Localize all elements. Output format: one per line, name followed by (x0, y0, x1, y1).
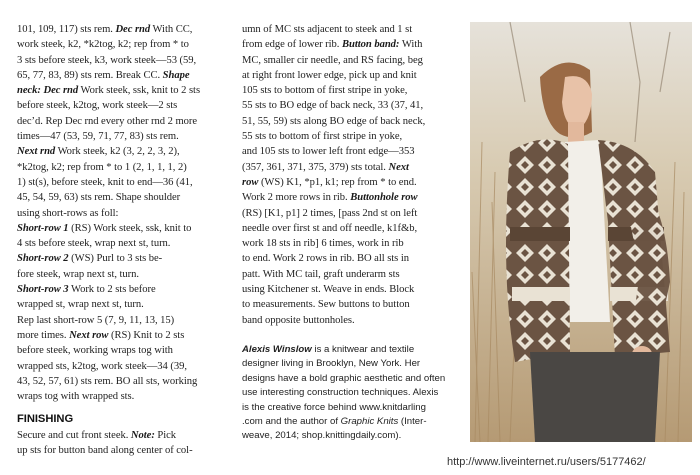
text-line (17, 297, 230, 312)
text-line (242, 175, 457, 190)
text-line (17, 428, 230, 443)
instruction-text: 55 sts to bottom of first stripe in yoke, (242, 131, 403, 143)
instruction-text: from edge of lower rib. (242, 39, 342, 51)
instruction-text: Work steek, k2 (3, 2, 2, 3, 2), (55, 146, 180, 158)
instruction-text: fore steek, wrap next st, turn. (17, 268, 140, 280)
instruction-keyword: Note: (130, 429, 155, 441)
instruction-text: 51, 55, 59) sts along BO edge of back neck, (242, 115, 426, 127)
instruction-text: before steek, k2tog, work steek—2 sts (17, 100, 178, 112)
instruction-keyword: Buttonhole row (350, 192, 418, 204)
text-line (17, 389, 230, 404)
text-line (17, 53, 230, 68)
designer-bio (242, 343, 462, 444)
instruction-keyword: Dec rnd (115, 24, 151, 35)
instruction-text: *k2tog, k2; rep from * to 1 (2, 1, 1, 1, 2) (17, 161, 187, 173)
instruction-text: (WS) K1, *p1, k1; rep from * to end. (258, 176, 417, 188)
text-line (242, 129, 457, 144)
bio-text: .com and the author of (242, 415, 341, 427)
instruction-keyword: Short-row 1 (17, 222, 69, 234)
instruction-text: MC, smaller cir needle, and RS facing, beg (242, 54, 423, 66)
instruction-text: 43, 52, 57, 61) sts rem. BO all sts, working (17, 375, 198, 387)
text-line (17, 114, 230, 129)
text-line (242, 53, 457, 68)
text-line (242, 160, 457, 175)
instruction-keyword: Next row (69, 329, 109, 341)
text-line (242, 297, 457, 312)
instruction-text: Work 2 more rows in rib. (242, 192, 351, 204)
text-line (17, 374, 230, 389)
instruction-text: dec’d. Rep Dec rnd every other rnd 2 more (17, 115, 198, 127)
instruction-text: umn of MC sts adjacent to steek and 1 st (242, 24, 413, 35)
instruction-keyword: neck: Dec rnd (17, 85, 79, 97)
source-url: http://www.liveinternet.ru/users/5177462/ (447, 456, 646, 468)
pattern-column-2 (242, 22, 457, 328)
text-line (242, 221, 457, 236)
instruction-text: (357, 361, 371, 375, 379) sts total. (242, 161, 389, 173)
instruction-text: work steek, k2, *k2tog, k2; rep from * to (17, 39, 189, 51)
instruction-text: Pick (154, 429, 177, 441)
bio-text: weave, 2014; shop.knittingdaily.com). (242, 430, 402, 442)
text-line (17, 328, 230, 343)
instruction-text: wraps tog with wrapped sts. (17, 391, 135, 403)
instruction-keyword: row (242, 176, 259, 188)
text-line (242, 190, 457, 205)
text-line (17, 443, 230, 458)
instruction-text: using Kitchener st. Weave in ends. Block (242, 284, 415, 296)
text-line (17, 22, 230, 37)
instruction-text: Work to 2 sts before (68, 284, 156, 296)
instruction-text: band opposite buttonholes. (242, 314, 355, 326)
text-line (242, 114, 457, 129)
text-line (242, 267, 457, 282)
instruction-text: wrapped st, wrap next st, turn. (17, 299, 144, 311)
instruction-text: Work steek, ssk, knit to 2 sts (78, 85, 201, 97)
text-line (17, 267, 230, 282)
instruction-text: 3 sts before steek, k3, work steek—53 (59, (17, 54, 197, 66)
instruction-text: times—47 (53, 59, 71, 77, 83) sts rem. (17, 131, 179, 143)
instruction-text: to measurements. Sew buttons to button (242, 299, 410, 311)
instruction-text: With (399, 39, 423, 51)
bio-text: designs have a bold graphic aesthetic and often (242, 372, 446, 384)
instruction-text: 55 sts to BO edge of back neck, 33 (37, 41, (242, 100, 424, 112)
text-line (242, 282, 457, 297)
instruction-keyword: Next rnd (17, 146, 56, 158)
text-line (242, 236, 457, 251)
text-line (17, 98, 230, 113)
instruction-keyword: Next (388, 161, 409, 173)
instruction-text: (RS) [K1, p1] 2 times, [pass 2nd st on left (242, 207, 418, 219)
text-line (17, 160, 230, 175)
instruction-keyword: Shape (162, 69, 190, 81)
section-heading: FINISHING (17, 413, 74, 426)
text-line (17, 37, 230, 52)
bio-text: (Inter- (398, 415, 427, 427)
text-line (242, 313, 457, 328)
instruction-text: using short-rows as foll: (17, 207, 119, 219)
instruction-keyword: Short-row 3 (17, 284, 69, 296)
model-photo (470, 22, 692, 442)
text-line (17, 221, 230, 236)
bio-text: is a knitwear and textile (311, 344, 415, 355)
text-line (17, 313, 230, 328)
instruction-text: 4 sts before steek, wrap next st, turn. (17, 238, 171, 250)
instruction-text: wrapped sts, k2tog, work steek—34 (39, (17, 360, 187, 372)
text-line (17, 236, 230, 251)
instruction-text: and 105 sts to lower left front edge—353 (242, 146, 415, 158)
text-line (242, 144, 457, 159)
text-line (242, 83, 457, 98)
text-line (17, 83, 230, 98)
text-line (17, 129, 230, 144)
text-line (242, 98, 457, 113)
instruction-text: 101, 109, 117) sts rem. (17, 24, 116, 35)
instruction-text: up sts for button band along center of col- (17, 445, 193, 457)
bio-text: use interesting construction techniques. Alexis (242, 387, 439, 399)
text-line (17, 206, 230, 221)
instruction-text: to end. Work 2 rows in rib. BO all sts in (242, 253, 409, 265)
instruction-text: Secure and cut front steek. (17, 429, 131, 441)
instruction-text: at right front lower edge, pick up and knit (242, 69, 417, 81)
bio-text: designer living in Brooklyn, New York. Her (242, 358, 421, 370)
instruction-text: needle over first st and off needle, k1f&b, (242, 222, 418, 234)
text-line (17, 144, 230, 159)
pattern-column-1 (17, 22, 230, 458)
instruction-text: before steek, working wraps tog with (17, 345, 173, 357)
instruction-text: 105 sts to bottom of first stripe in yoke, (242, 85, 408, 97)
instruction-text: (RS) Work steek, ssk, knit to (68, 222, 192, 234)
text-line (17, 175, 230, 190)
text-line (242, 251, 457, 266)
text-line (17, 68, 230, 83)
text-line (242, 22, 457, 37)
instruction-text: work 18 sts in rib] 6 times, work in rib (242, 238, 404, 250)
instruction-text: 1) st(s), before steek, knit to end—36 (41, (17, 176, 193, 188)
instruction-text: 45, 54, 59, 63) sts rem. Shape shoulder (17, 192, 181, 204)
instruction-text: (WS) Purl to 3 sts be- (68, 253, 163, 265)
book-title: Graphic Knits (340, 415, 399, 427)
instruction-keyword: Button band: (342, 39, 400, 51)
text-line (242, 37, 457, 52)
text-line (17, 282, 230, 297)
text-line (17, 190, 230, 205)
instruction-text: Rep last short-row 5 (7, 9, 11, 13, 15) (17, 314, 175, 326)
text-line (17, 359, 230, 374)
instruction-keyword: Short-row 2 (17, 253, 69, 265)
instruction-text: With CC, (150, 24, 193, 35)
instruction-text: 65, 77, 83, 89) sts rem. Break CC. (17, 69, 163, 81)
instruction-text: patt. With MC tail, graft underarm sts (242, 268, 400, 280)
designer-name: Alexis Winslow (242, 344, 312, 355)
text-line (242, 68, 457, 83)
instruction-text: (RS) Knit to 2 sts (108, 329, 185, 341)
bio-text: is the creative force behind www.knitdarling (242, 401, 426, 413)
text-line (242, 206, 457, 221)
text-line (17, 251, 230, 266)
instruction-text: more times. (17, 329, 70, 341)
text-line (17, 343, 230, 358)
